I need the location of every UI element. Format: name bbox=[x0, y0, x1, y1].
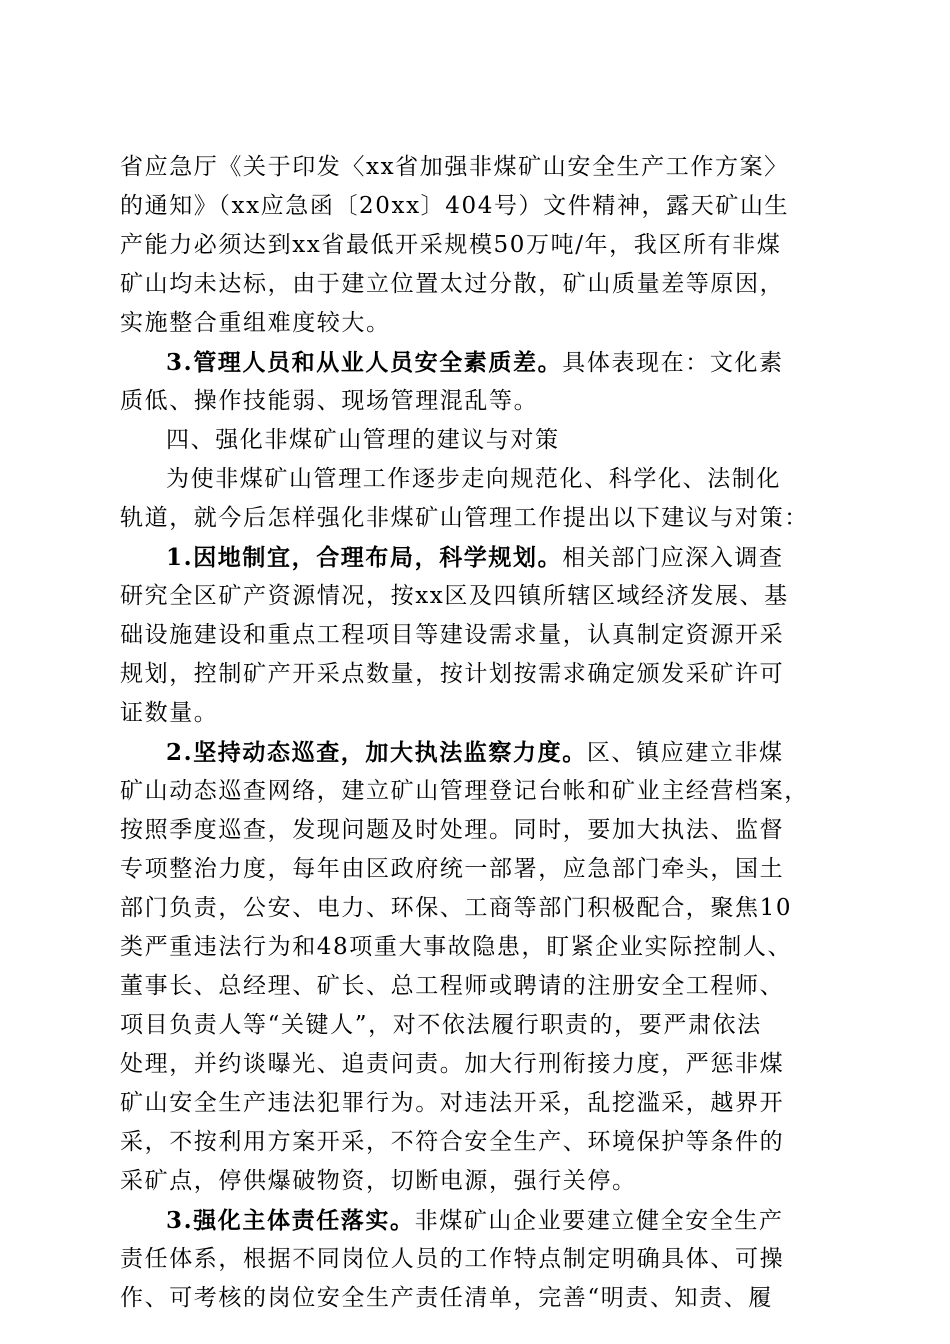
body-line: 实施整合重组难度较大。 bbox=[120, 310, 391, 336]
body-line: 按照季度巡查，发现问题及时处理。同时，要加大执法、监督 bbox=[120, 817, 785, 843]
body-line: 责任体系，根据不同岗位人员的工作特点制定明确具体、可操 bbox=[120, 1246, 785, 1272]
item-1-first-line bbox=[120, 538, 832, 577]
body-line: 作、可考核的岗位安全生产责任清单，完善“明责、知责、履 bbox=[120, 1285, 773, 1311]
body-line: 省应急厅《关于印发〈xx省加强非煤矿山安全生产工作方案〉 bbox=[120, 154, 789, 180]
body-line: 项目负责人等“关键人”，对不依法履行职责的，要严肃依法 bbox=[120, 1012, 762, 1038]
paragraph-3-first-line bbox=[120, 343, 832, 382]
body-line: 采，不按利用方案开采，不符合安全生产、环境保护等条件的 bbox=[120, 1129, 785, 1155]
body-line: 部门负责，公安、电力、环保、工商等部门积极配合，聚焦10 bbox=[120, 895, 793, 921]
body-line: 专项整治力度，每年由区政府统一部署，应急部门牵头，国土 bbox=[120, 856, 785, 882]
paragraph-3-bold-title: 3.管理人员和从业人员安全素质差。 bbox=[166, 349, 563, 376]
body-line: 规划，控制矿产开采点数量，按计划按需求确定颁发采矿许可 bbox=[120, 661, 785, 687]
body-line: 处理，并约谈曝光、追责问责。加大行刑衔接力度，严惩非煤 bbox=[120, 1051, 785, 1077]
body-line: 础设施建设和重点工程项目等建设需求量，认真制定资源开采 bbox=[120, 622, 785, 648]
body-line: 证数量。 bbox=[120, 700, 219, 726]
body-line: 董事长、总经理、矿长、总工程师或聘请的注册安全工程师、 bbox=[120, 973, 785, 999]
item-2-text: 区、镇应建立非煤 bbox=[586, 740, 784, 766]
body-line: 采矿点，停供爆破物资，切断电源，强行关停。 bbox=[120, 1168, 637, 1194]
body-line: 矿山安全生产违法犯罪行为。对违法开采，乱挖滥采，越界开 bbox=[120, 1090, 785, 1116]
item-2-bold-title: 2.坚持动态巡查，加大执法监察力度。 bbox=[166, 739, 587, 766]
body-line: 为使非煤矿山管理工作逐步走向规范化、科学化、法制化 bbox=[166, 466, 781, 492]
body-line: 类严重违法行为和48项重大事故隐患，盯紧企业实际控制人、 bbox=[120, 934, 793, 960]
section-4-heading: 四、强化非煤矿山管理的建议与对策 bbox=[166, 427, 560, 453]
body-line: 矿山动态巡查网络，建立矿山管理登记台帐和矿业主经营档案， bbox=[120, 778, 809, 804]
item-1-bold-title: 1.因地制宜，合理布局，科学规划。 bbox=[166, 544, 563, 571]
item-3-bold-title: 3.强化主体责任落实。 bbox=[166, 1207, 415, 1234]
item-1-text: 相关部门应深入调查 bbox=[562, 545, 784, 571]
document-page bbox=[120, 148, 832, 1318]
paragraph-3-text: 具体表现在：文化素 bbox=[562, 350, 784, 376]
body-line: 质低、操作技能弱、现场管理混乱等。 bbox=[120, 388, 539, 414]
item-3-text: 非煤矿山企业要建立健全安全生产 bbox=[414, 1208, 784, 1234]
body-line: 轨道，就今后怎样强化非煤矿山管理工作提出以下建议与对策： bbox=[120, 505, 809, 531]
body-line: 产能力必须达到xx省最低开采规模50万吨/年，我区所有非煤 bbox=[120, 232, 782, 258]
item-3-first-line bbox=[120, 1201, 832, 1240]
body-line: 矿山均未达标，由于建立位置太过分散，矿山质量差等原因， bbox=[120, 271, 785, 297]
body-line: 的通知》（xx应急函〔20xx〕404号）文件精神，露天矿山生 bbox=[120, 193, 790, 219]
item-2-first-line bbox=[120, 733, 832, 772]
body-line: 研究全区矿产资源情况，按xx区及四镇所辖区域经济发展、基 bbox=[120, 583, 789, 609]
